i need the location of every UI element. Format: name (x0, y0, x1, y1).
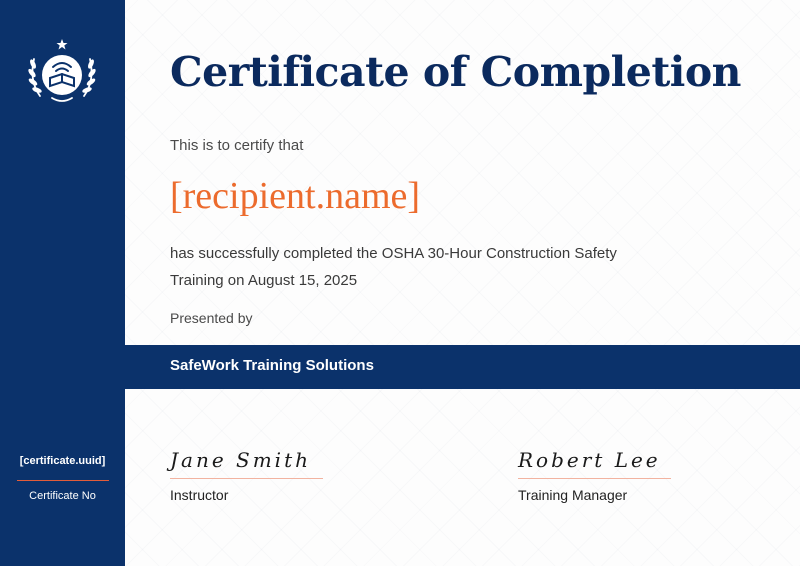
signature-line (518, 478, 671, 479)
organization-band (125, 345, 800, 389)
signature-role: Training Manager (518, 487, 628, 503)
certificate-id: [certificate.uuid] (19, 455, 106, 467)
recipient-name: [recipient.name] (170, 175, 421, 217)
signature-name: Robert Lee (518, 448, 661, 472)
signature-block-manager (518, 446, 673, 503)
certificate-number-label: Certificate No (29, 490, 96, 502)
signature-line (170, 478, 323, 479)
signature-role: Instructor (170, 487, 229, 503)
certificate-title: Certificate of Completion (170, 48, 741, 96)
sidebar (0, 0, 125, 566)
certify-intro: This is to certify that (170, 137, 304, 154)
presented-by-label: Presented by (170, 310, 253, 326)
organization-name: SafeWork Training Solutions (170, 357, 374, 374)
signature-block-instructor (170, 446, 325, 503)
laurel-book-icon (22, 34, 102, 114)
certificate-id-divider (17, 480, 109, 481)
signature-name: Jane Smith (170, 448, 311, 472)
completion-description: has successfully completed the OSHA 30-Hour Construction Safety Training on August 15, 2025 (170, 245, 617, 289)
